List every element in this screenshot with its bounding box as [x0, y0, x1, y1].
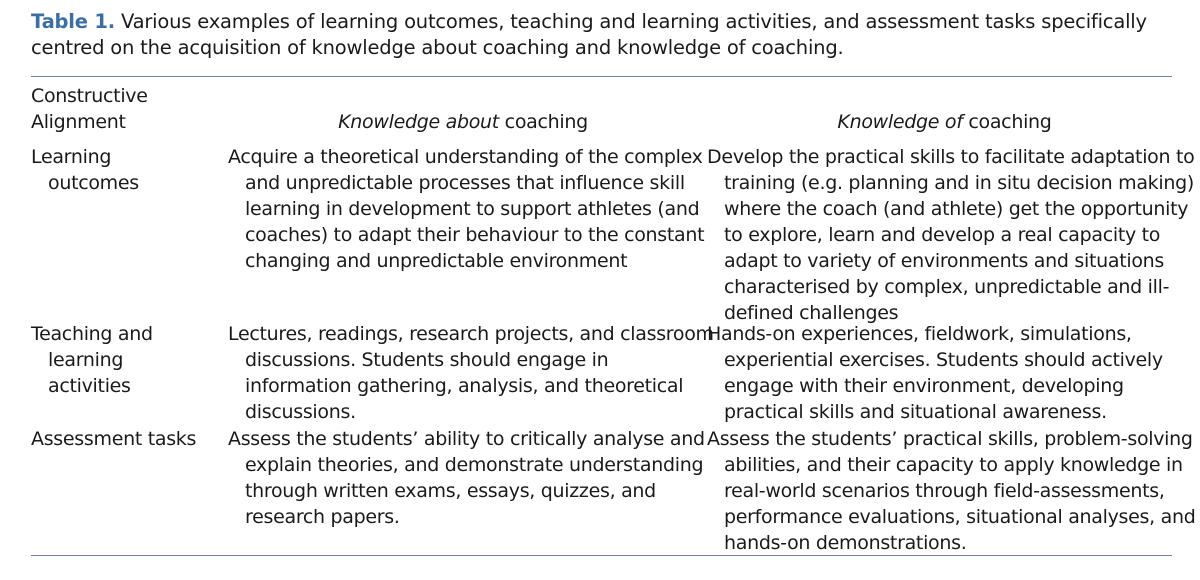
- header-knowledge-of-italic: Knowledge of: [837, 111, 963, 133]
- cell-teaching-activities-of: Hands-on experiences, fieldwork, simulations, experiential exercises. Students should actively engage with their environment, developing practical skills and situational awareness.: [707, 323, 1163, 423]
- table-bottom-rule: [31, 555, 1172, 556]
- row-label-teaching-activities: Teaching and learning activities: [31, 323, 153, 397]
- header-knowledge-about: [228, 109, 698, 135]
- cell-learning-outcomes-of: Develop the practical skills to facilitate adaptation to training (e.g. planning and in situ decision making) where the coach (and athlete) get the opportunity to explore, learn and develop a real capacity to adapt to variety of environments and situations characterised by complex, unpredictable and ill-defined challenges: [707, 146, 1195, 324]
- row-label-learning-outcomes: Learning outcomes: [31, 146, 139, 194]
- table-caption-text: Various examples of learning outcomes, teaching and learning activities, and assessment tasks specifically centred on the acquisition of knowledge about coaching and knowledge of coaching.: [31, 10, 1147, 59]
- row-label-assessment-tasks: Assessment tasks: [31, 428, 197, 450]
- cell-assessment-tasks-about: Assess the students’ ability to critically analyse and explain theories, and demonstrate understanding through written exams, essays, quizzes, and research papers.: [228, 428, 705, 528]
- header-knowledge-about-rest: coaching: [498, 111, 588, 133]
- header-knowledge-about-italic: Knowledge about: [338, 111, 499, 133]
- cell-assessment-tasks-of: Assess the students’ practical skills, problem-solving abilities, and their capacity to apply knowledge in real-world scenarios through field-assessments, performance evaluations, situational analyses, and hands-on demonstrations.: [707, 428, 1196, 554]
- header-constructive-alignment: Constructive Alignment: [31, 85, 148, 133]
- cell-teaching-activities-about: Lectures, readings, research projects, and classroom discussions. Students should engage in information gathering, analysis, and theoretical discussions.: [228, 323, 714, 423]
- header-knowledge-of: [707, 109, 1182, 135]
- cell-learning-outcomes-about: Acquire a theoretical understanding of the complex and unpredictable processes that influence skill learning in development to support athletes (and coaches) to adapt their behaviour to the constant changing and unpredictable environment: [228, 146, 705, 272]
- header-knowledge-of-rest: coaching: [962, 111, 1052, 133]
- table-top-rule: [31, 76, 1172, 77]
- table-caption-label: Table 1.: [31, 10, 115, 33]
- table-caption: [31, 9, 1181, 61]
